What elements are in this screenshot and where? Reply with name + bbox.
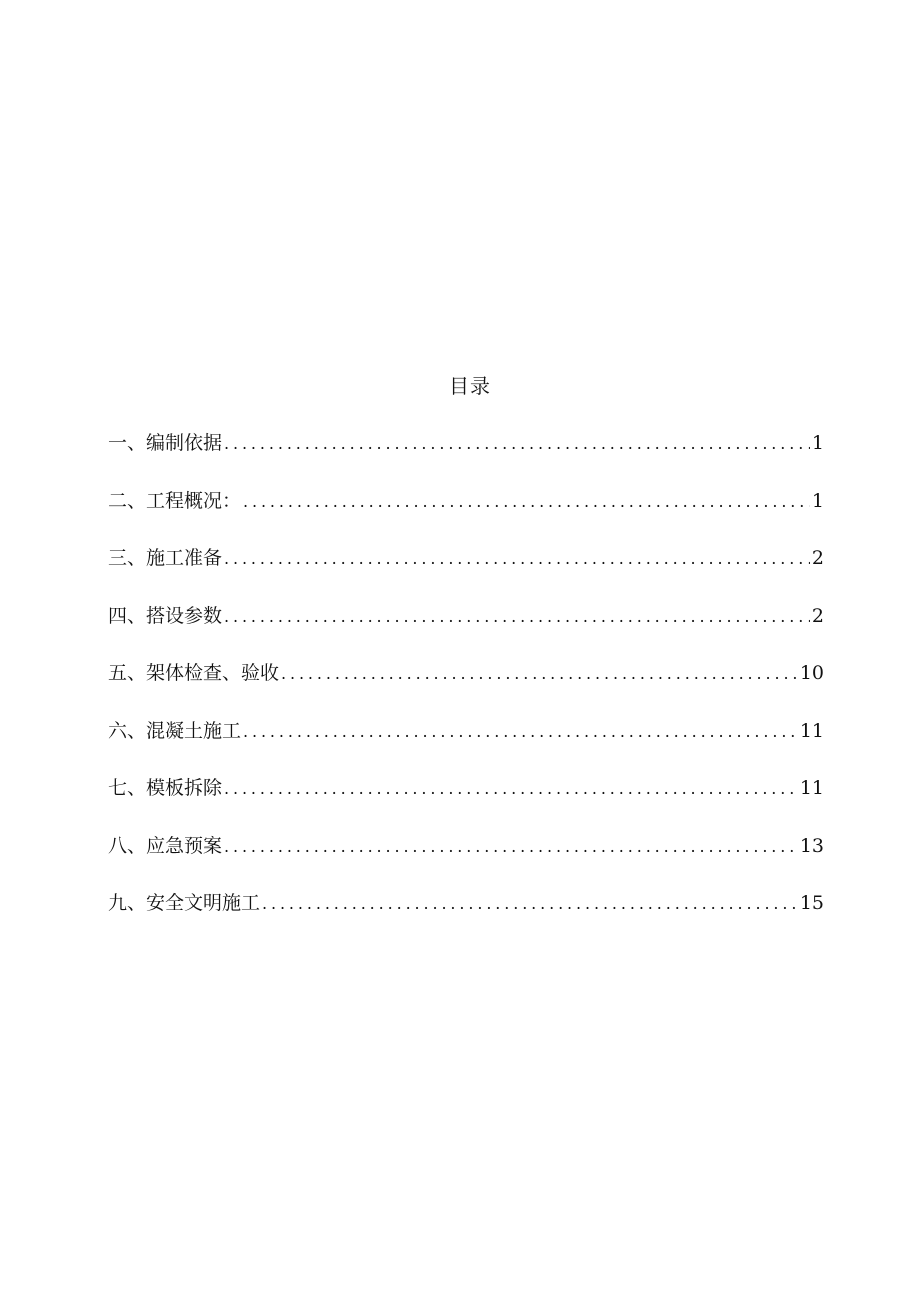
toc-dot-leader <box>224 831 798 863</box>
toc-entry-label: 九、安全文明施工 <box>108 892 261 914</box>
toc-entry-label: 三、施工准备 <box>108 547 223 569</box>
toc-entry[interactable] <box>108 715 824 773</box>
toc-dot-leader <box>281 658 798 690</box>
toc-entry[interactable] <box>108 830 824 888</box>
toc-entry-label: 二、工程概况： <box>108 489 242 512</box>
toc-dot-leader <box>224 543 810 575</box>
toc-entry-page: 2 <box>811 604 824 627</box>
toc-entry-page: 11 <box>799 719 824 742</box>
toc-entry-label: 八、应急预案 <box>108 834 223 857</box>
toc-entry-label: 四、搭设参数 <box>108 604 223 627</box>
toc-dot-leader <box>243 716 798 748</box>
toc-dot-leader <box>224 601 810 633</box>
toc-entry[interactable] <box>108 887 824 945</box>
toc-entry-page: 11 <box>799 777 824 799</box>
toc-entry-page: 2 <box>811 547 824 569</box>
toc-entry-label: 五、架体检查、验收 <box>108 662 280 684</box>
toc-dot-leader <box>224 428 810 460</box>
toc-entry[interactable] <box>108 772 824 830</box>
toc-entry-page: 10 <box>799 662 824 684</box>
toc-entry-page: 15 <box>799 892 824 914</box>
toc-dot-leader <box>224 773 798 805</box>
toc-entry[interactable] <box>108 427 824 485</box>
toc-entry[interactable] <box>108 485 824 543</box>
toc-entry-page: 13 <box>799 834 824 857</box>
toc-entry[interactable] <box>108 600 824 658</box>
toc-entry-label: 六、混凝土施工 <box>108 719 242 742</box>
toc-entry-page: 1 <box>811 432 824 454</box>
toc-entry-label: 七、模板拆除 <box>108 777 223 799</box>
table-of-contents <box>108 427 824 945</box>
toc-entry[interactable] <box>108 542 824 600</box>
toc-entry-page: 1 <box>811 489 824 512</box>
toc-dot-leader <box>243 486 810 518</box>
toc-title: 目录 <box>449 374 491 398</box>
toc-entry-label: 一、编制依据 <box>108 432 223 454</box>
toc-entry[interactable] <box>108 657 824 715</box>
toc-dot-leader <box>262 888 798 920</box>
